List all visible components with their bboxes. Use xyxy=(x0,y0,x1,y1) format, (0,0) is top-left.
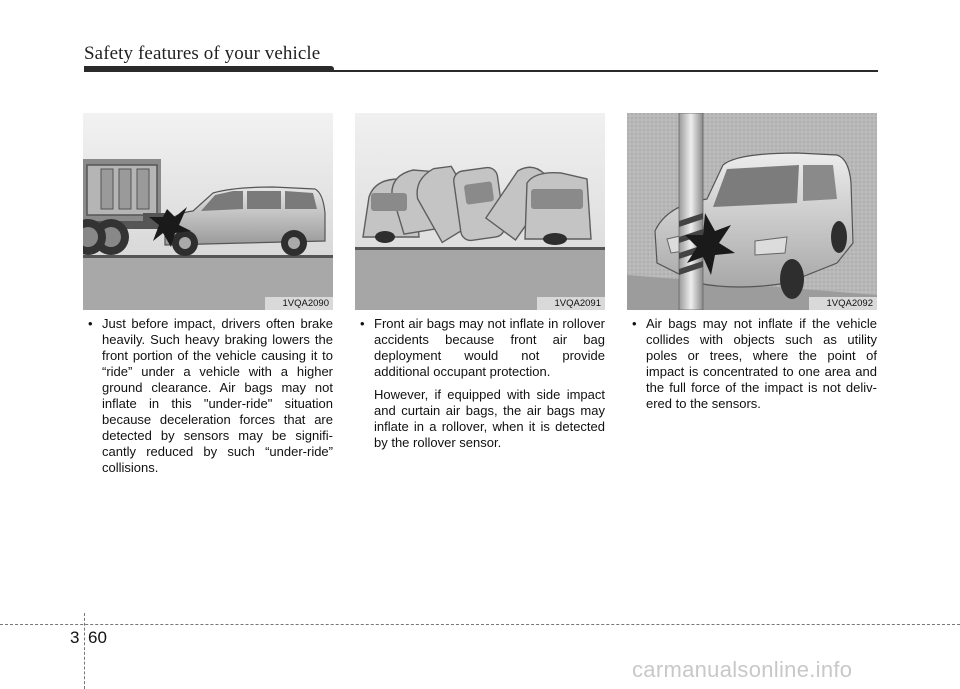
figure-utility-pole xyxy=(627,113,877,310)
paragraph-text: Front air bags may not inflate in rollover accidents because front air bag deployment would not provide additional occupant protection. xyxy=(374,316,605,379)
text-column-2 xyxy=(355,316,605,451)
bullet-icon: • xyxy=(360,316,365,331)
under-ride-collision-illustration xyxy=(83,113,333,310)
text-column-3 xyxy=(627,316,877,412)
bullet-paragraph xyxy=(83,316,333,476)
footer-divider xyxy=(0,624,960,625)
bullet-paragraph xyxy=(355,316,605,380)
bullet-paragraph xyxy=(627,316,877,412)
paragraph-text: Air bags may not inflate if the vehicle collides with objects such as utility poles or trees, where the point of impact is concentrated to one area and the full force of the impact is not deliv-ered to the sensors. xyxy=(646,316,877,411)
figure-code: 1VQA2090 xyxy=(265,297,333,310)
section-title: Safety features of your vehicle xyxy=(84,43,321,64)
bullet-icon: • xyxy=(88,316,93,331)
figure-code: 1VQA2091 xyxy=(537,297,605,310)
header-rule xyxy=(84,66,334,72)
bullet-icon: • xyxy=(632,316,637,331)
footer-vertical-divider xyxy=(84,613,85,689)
page-number: 60 xyxy=(88,628,107,647)
text-column-1 xyxy=(83,316,333,476)
utility-pole-collision-illustration xyxy=(627,113,877,310)
watermark: carmanualsonline.info xyxy=(632,657,853,682)
paragraph-text: Just before impact, drivers often brake heavily. Such heavy braking lowers the front portion of the vehicle causing it to “ride” under a vehicle with a higher ground clearance. Air bags may not inflate in this "under-ride" situation because deceleration forces that are detected by sensors may be signifi-cantly reduced by such “under-ride” collisions. xyxy=(102,316,333,475)
figure-under-ride xyxy=(83,113,333,310)
figure-code: 1VQA2092 xyxy=(809,297,877,310)
rollover-accident-illustration xyxy=(355,113,605,310)
figure-rollover xyxy=(355,113,605,310)
sub-paragraph: However, if equipped with side impact and curtain air bags, the air bags may inflate in a rollover, when it is detected by the rollover sensor. xyxy=(374,387,605,450)
chapter-number: 3 xyxy=(70,628,80,647)
header-rule-thin xyxy=(330,70,878,72)
